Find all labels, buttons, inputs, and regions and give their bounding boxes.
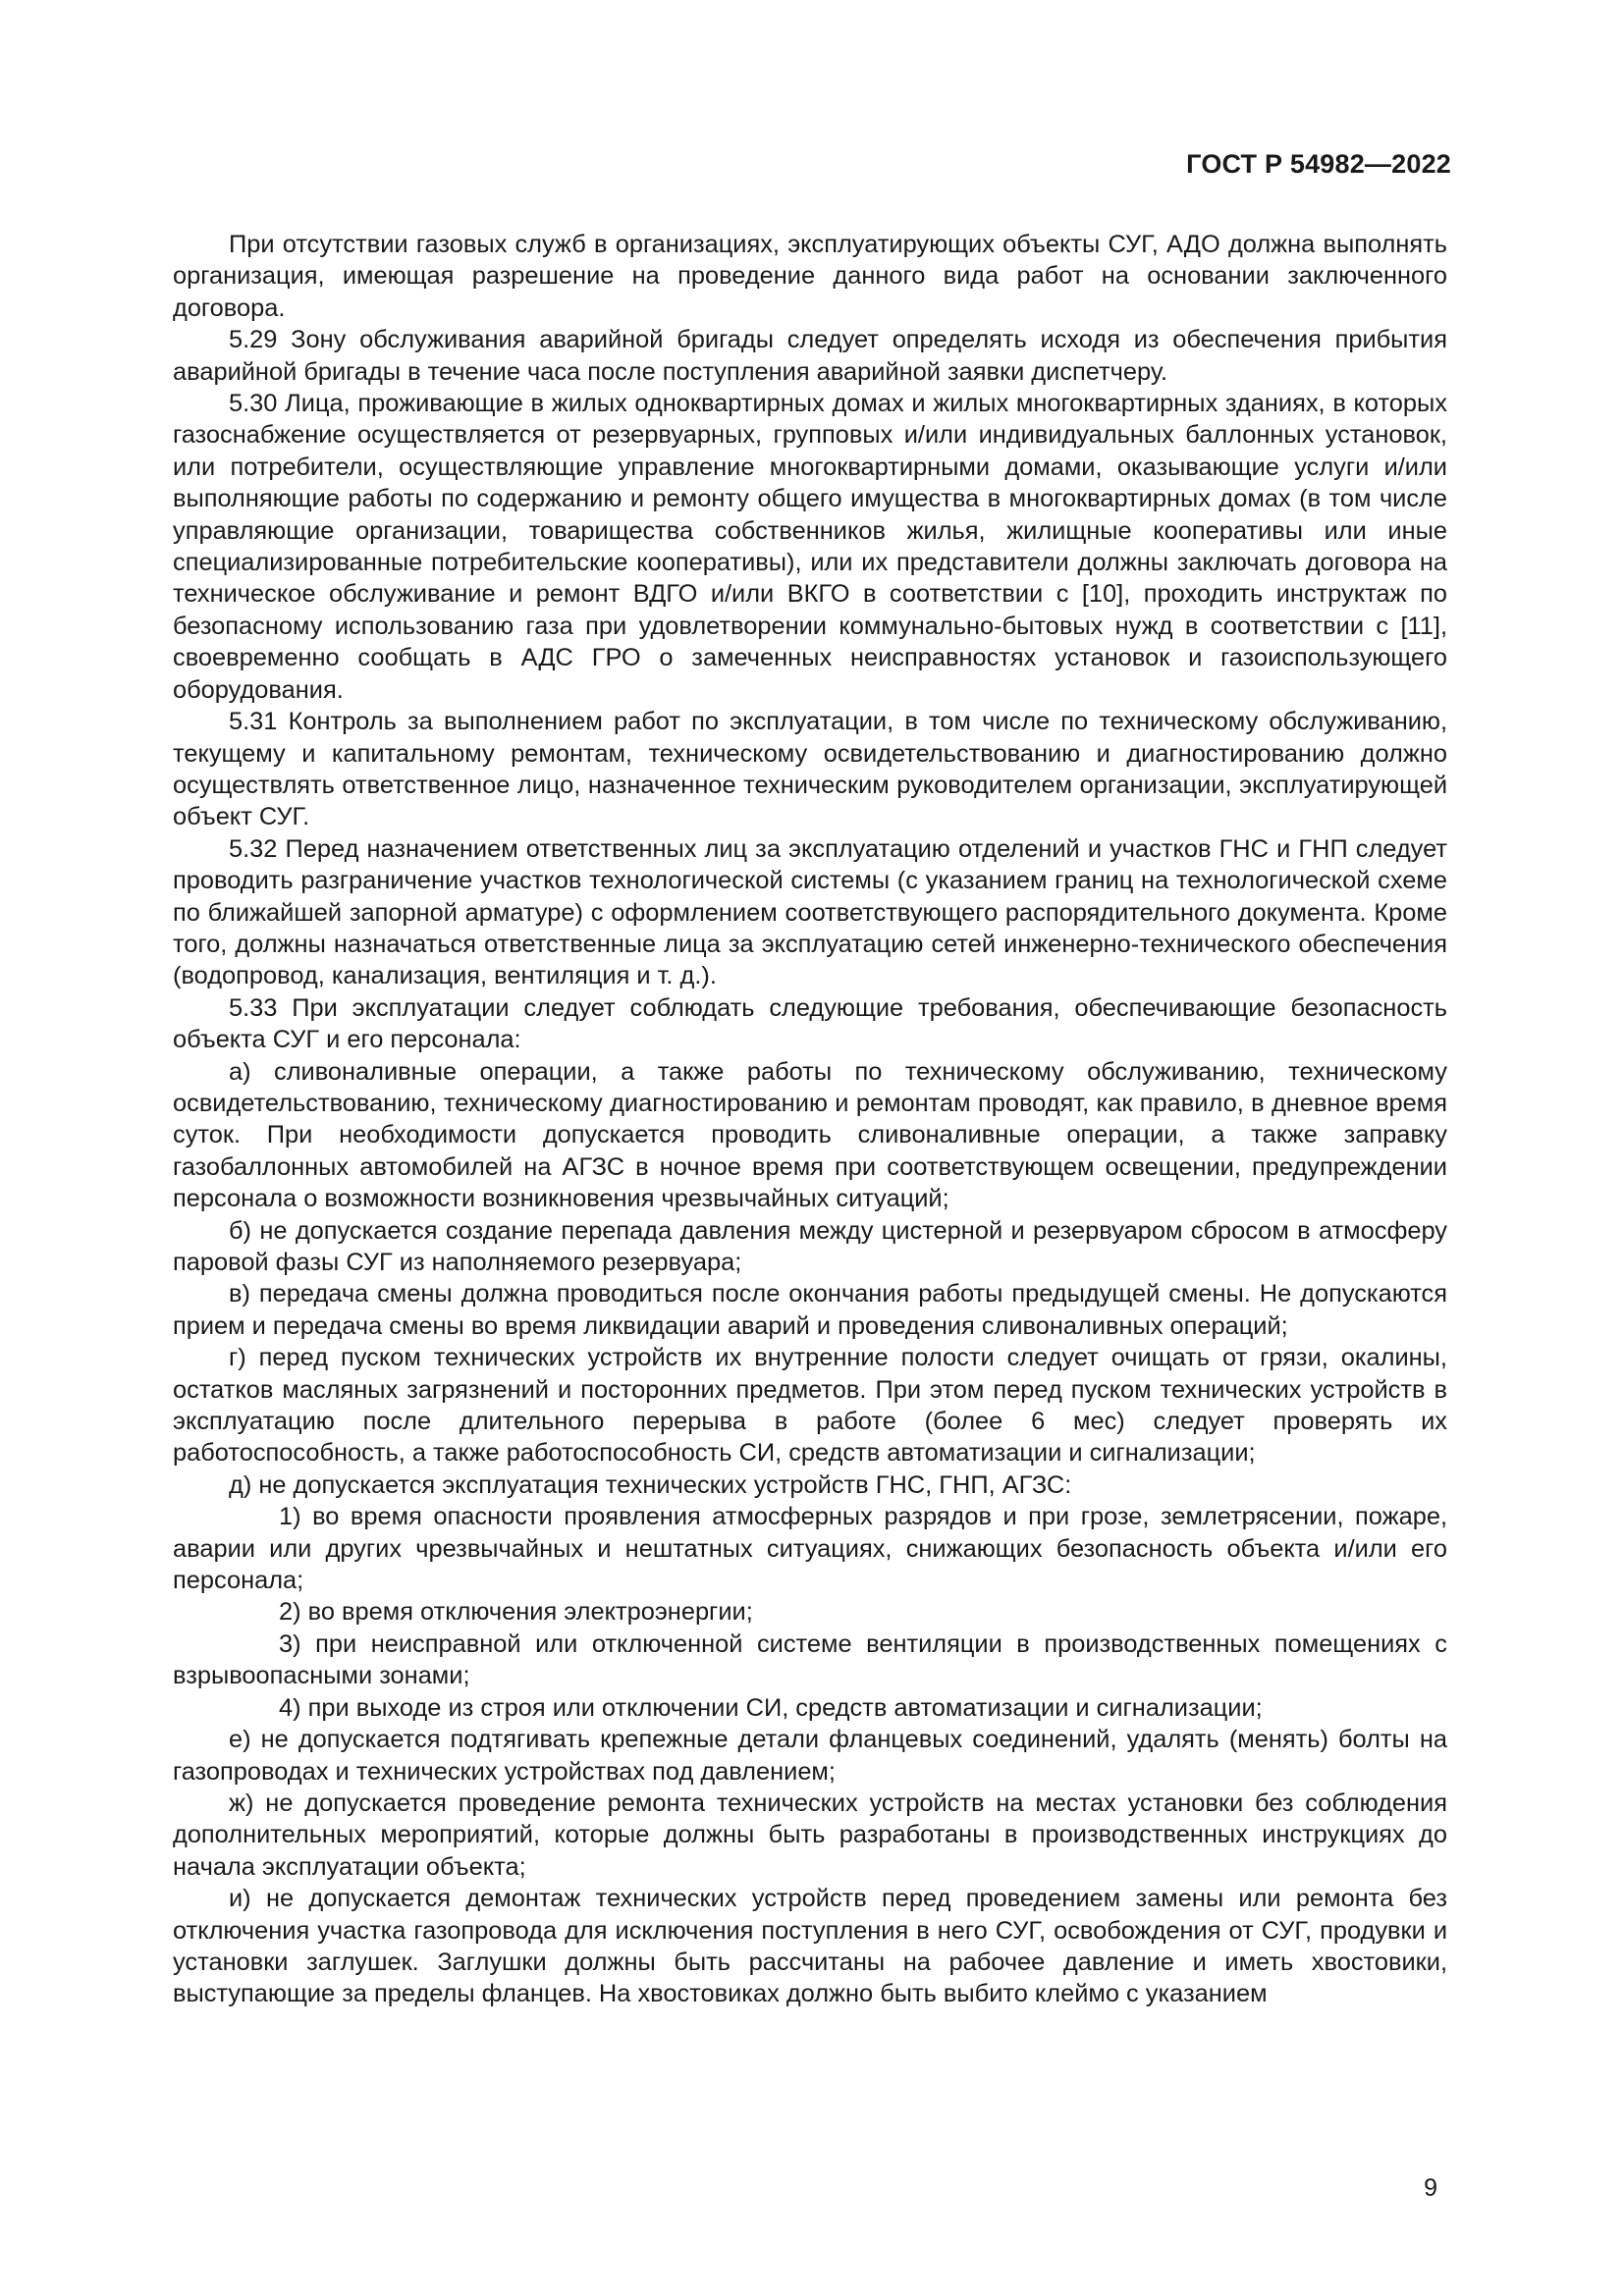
paragraph-5-32: 5.32 Перед назначением ответственных лиц за эксплуатацию отделений и участков ГНС и ГНП следует проводить разграничение участков технологической системы (с указанием границ на технологической схеме по ближайшей запорной арматуре) с оформлением соответствующего распорядительного документа. Кроме того, должны назначаться ответственные лица за эксплуатацию сетей инженерно-технического обеспечения (водопровод, канализация, вентиляция и т. д.). (173, 834, 1447, 990)
sub-item-1: 1) во время опасности проявления атмосферных разрядов и при грозе, землетрясении, пожаре, аварии или других чрезвычайных и нештатных ситуациях, снижающих безопасность объекта и/или его персонала; (173, 1503, 1447, 1595)
list-item-d: д) не допускается эксплуатация технических устройств ГНС, ГНП, АГЗС: (229, 1470, 1072, 1499)
list-item-g: г) перед пуском технических устройств их внутренние полости следует очищать от грязи, окалины, остатков масляных загрязнений и посторонних предметов. При этом перед пуском технических устройств в эксплуатацию после длительного перерыва в работе (более 6 мес) следует проверять их работоспособность, а также работоспособность СИ, средств автоматизации и сигнализации; (173, 1344, 1447, 1468)
list-item-v: в) передача смены должна проводиться после окончания работы предыдущей смены. Не допускаются прием и передача смены во время ликвидации аварий и проведения сливоналивных операций; (173, 1280, 1447, 1340)
list-item-zh: ж) не допускается проведение ремонта технических устройств на местах установки без соблюдения дополнительных мероприятий, которые должны быть разработаны в производственных инструкциях до начала эксплуатации объекта; (173, 1789, 1447, 1881)
paragraph: При отсутствии газовых служб в организациях, эксплуатирующих объекты СУГ, АДО должна выполнять организация, имеющая разрешение на проведение данного вида работ на основании заключенного договора. (173, 231, 1447, 322)
paragraph-5-33: 5.33 При эксплуатации следует соблюдать следующие требования, обеспечивающие безопасность объекта СУГ и его персонала: (173, 993, 1447, 1054)
document-body (173, 229, 1447, 2010)
page-number: 9 (1424, 2174, 1437, 2202)
sub-item-4: 4) при выходе из строя или отключении СИ, средств автоматизации и сигнализации; (279, 1693, 1263, 1722)
paragraph-5-30: 5.30 Лица, проживающие в жилых одноквартирных домах и жилых многоквартирных зданиях, в которых газоснабжение осуществляется от резервуарных, групповых и/или индивидуальных баллонных установок, или потребители, осуществляющие управление многоквартирными домами, оказывающие услуги и/или выполняющие работы по содержанию и ремонту общего имущества в многоквартирных домах (в том числе управляющие организации, товарищества собственников жилья, жилищные кооперативы или иные специализированные потребительские кооперативы), или их представители должны заключать договора на техническое обслуживание и ремонт ВДГО и/или ВКГО в соответствии с [10], проходить инструктаж по безопасному использованию газа при удовлетворении коммунально-бытовых нужд в соответствии с [11], своевременно сообщать в АДС ГРО о замеченных неисправностях установок и газоиспользующего оборудования. (173, 390, 1447, 704)
list-item-i: и) не допускается демонтаж технических устройств перед проведением замены или ремонта без отключения участка газопровода для исключения поступления в него СУГ, освобождения от СУГ, продувки и установки заглушек. Заглушки должны быть рассчитаны на рабочее давление и иметь хвостовики, выступающие за пределы фланцев. На хвостовиках должно быть выбито клеймо с указанием (173, 1885, 1447, 2008)
list-item-a: а) сливоналивные операции, а также работы по техническому обслуживанию, техническому освидетельствованию, техническому диагностированию и ремонтам проводят, как правило, в дневное время суток. При необходимости допускается проводить сливоналивные операции, а также заправку газобаллонных автомобилей на АГЗС в ночное время при соответствующем освещении, предупреждении персонала о возможности возникновения чрезвычайных ситуаций; (173, 1057, 1447, 1213)
paragraph-5-29: 5.29 Зону обслуживания аварийной бригады следует определять исходя из обеспечения прибытия аварийной бригады в течение часа после поступления аварийной заявки диспетчеру. (173, 326, 1447, 386)
document-header: ГОСТ Р 54982—2022 (1186, 149, 1451, 179)
list-item-b: б) не допускается создание перепада давления между цистерной и резервуаром сбросом в атмосферу паровой фазы СУГ из наполняемого резервуара; (173, 1216, 1447, 1276)
paragraph-5-31: 5.31 Контроль за выполнением работ по эксплуатации, в том числе по техническому обслуживанию, текущему и капитальному ремонтам, техническому освидетельствованию и диагностированию должно осуществлять ответственное лицо, назначенное техническим руководителем организации, эксплуатирующей объект СУГ. (173, 708, 1447, 831)
list-item-e: е) не допускается подтягивать крепежные детали фланцевых соединений, удалять (менять) болты на газопроводах и технических устройствах под давлением; (173, 1726, 1447, 1786)
sub-item-3: 3) при неисправной или отключенной системе вентиляции в производственных помещениях с взрывоопасными зонами; (173, 1629, 1447, 1690)
sub-item-2: 2) во время отключения электроэнергии; (279, 1598, 753, 1627)
